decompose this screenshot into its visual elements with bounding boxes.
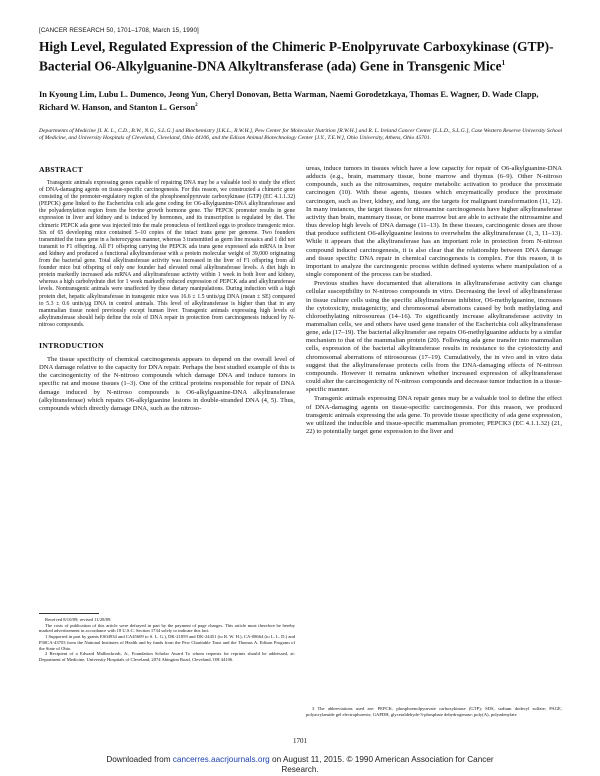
received-date: Received 8/10/89; revised 11/28/89. — [45, 617, 112, 622]
download-line-2: Research. — [281, 765, 319, 774]
introduction-paragraph: The tissue specificity of chemical carcinogenesis appears to depend on the overall level of DNA damage relative to the capacity for DNA repair. Perhaps the best studied example of this is the carcinogenicity of the N-nitroso compounds which damage DNA and induce tumors in specific rat and mouse tissues (1–3). One of the critical proteins responsible for repair of DNA damage induced by N-nitroso compounds is O6-alkylguanine-DNA alkyltransferase (alkyltransferase) which repairs O6-alkylguanine lesions in double-stranded DNA (4, 5). Thus, compounds which directly damage DNA, such as the nitroso- — [39, 355, 295, 412]
introduction-heading: INTRODUCTION — [39, 340, 104, 350]
page-number: 1701 — [293, 737, 307, 745]
body-paragraph: ureas, induce tumors in tissues which have a low capacity for repair of O6-alkylguanine-DNA adducts (e.g., brain, mammary tissue, bone marrow and thymus (6–9). Other N-nitroso compounds, such as the nitrosamines, require metabolic activation to produce the proximate carcinogen (10). With these agents, tissues which enzymatically produce the proximate carcinogen, such as liver, kidney, and lung, are the targets for malignant transformation (11, 12). In many instances, the target tissues for nitrosamine carcinogenesis have higher alkyltransferase activity than brain, mammary tissue, or bone marrow but are able to activate the nitrosamine and thus develop high levels of DNA damage (11–13). In these tissues, carcinogenic doses are those that produce sufficient O6-alkylguanine lesions to overwhelm the alkyltransferase (1, 3, 11–13). While it appears that the alkyltransferase has an important role in protection from N-nitroso compound induced carcinogenesis, it is also clear that the relationship between DNA damage and tissue specific DNA repair in chemical carcinogenesis is complex. For this reason, it is important to analyze the carcinogenic process within defined systems where manipulation of a single component of the process can be studied. — [306, 165, 562, 279]
download-notice — [0, 755, 600, 775]
author-footnote-marker: 2 — [195, 103, 198, 108]
paper-title-text: High Level, Regulated Expression of the Chimeric P-Enolpyruvate Carboxykinase (GTP)-Bacterial O6-Alkylguanine-DNA Alkyltransferase (ada) Gene in Transgenic Mice — [39, 39, 554, 74]
right-column — [306, 165, 562, 437]
download-prefix: Downloaded from — [106, 755, 173, 764]
left-column — [39, 165, 295, 414]
author-affiliations: Departments of Medicine [I. K. L., C.D., B.W., N.G., S.L.G.] and Biochemistry [I.K.L., R.W.H.], Pew Center for Molecular Nutrition [R.W.H.] and R. L. Ireland Cancer Center [L.L.D., S.L.G.], Case Western Reserve University School of Medicine, and University Hospitals of Cleveland, Cleveland, Ohio 44106, and the Edison Animal Biotechnology Center [J.Y., T.E.W.], Ohio University, Athens, Ohio 45701. — [39, 128, 563, 142]
author-list — [39, 89, 567, 113]
journal-citation: [CANCER RESEARCH 50, 1701–1708, March 15, 1990] — [39, 27, 199, 34]
abbreviations-note: 3 The abbreviations used are: PEPCK, phosphoenolpyruvate carboxykinase (GTP); SDS, sodium dodecyl sulfate; PAGE, polyacrylamide gel electrophoresis; GAPDH, glyceraldehyde-3-phosphate dehydrogenase; poly(A), polyadenylate — [306, 706, 562, 717]
footnote-2: 2 Recipient of a Edward Mallinckrodt, Jr., Foundation Scholar Award To whom requests for reprints should be addressed, at: Department of Medicine, University Hospitals of Cleveland, 2074 Abington Road, Cleveland, OH 44106. — [39, 651, 295, 662]
title-footnote-marker: 1 — [501, 59, 506, 67]
abstract-heading: ABSTRACT — [39, 165, 84, 174]
footnote-3 — [306, 706, 562, 717]
body-paragraph: Transgenic animals expressing DNA repair genes may be a valuable tool to define the effect of DNA-damaging agents on tissue-specific carcinogenesis. For this reason, we produced transgenic animals expressing the ada gene. To provide tissue specificity of ada gene expression, we utilized the inducible and tissue-specific mammalian promoter, PEPCK3 (EC 4.1.1.32) (21, 22) to potentially target gene expression to the liver and — [306, 395, 562, 435]
paper-title — [39, 38, 567, 74]
footnotes-left — [39, 617, 295, 663]
download-suffix: on August 11, 2015. © 1990 American Association for Cancer — [269, 755, 494, 764]
body-paragraph: Previous studies have documented that alterations in alkyltransferase activity can change cellular susceptibility to N-nitroso compounds in vitro. Decreasing the level of alkyltransferase in tissue culture cells using the specific alkyltransferase inhibitor, O6-methylguanine, increases the cytotoxicity, mutagenicity, and chromosomal aberrations caused by both methylating and chloroethylating nitrosoureas (14–16). To significantly increase alkyltransferase activity in mammalian cells, we and others have used gene transfer of the Escherichia coli alkyltransferase gene, ada (17–19). The bacterial alkyltransfer ase repairs O6-methylguanine adducts by a similar mechanism to that of the mammalian protein (20). Following ada gene transfer into mammalian cells, expression of the bacterial alkyltransferase results in resistance to the cytotoxicity and chromosomal aberrations of nitrosoureas (17–19). Cumulatively, the in vivo and in vitro data suggest that the alkyltransferase protects cells from the DNA-damaging effects of N-nitroso compounds. However it remains unknown whether increased expression of alkyltransferase could alter the carcinogenicity of N-nitroso compounds and decrease tumor induction in a tissue-specific manner. — [306, 280, 562, 394]
journal-link[interactable]: cancerres.aacrjournals.org — [172, 755, 270, 764]
footnote-divider — [39, 613, 99, 614]
author-names: In Kyoung Lim, Lubu L. Dumenco, Jeong Yun, Cheryl Donovan, Betta Warman, Naemi Gorodetzkaya, Thomas E. Wagner, D. Wade Clapp, Richard W. Hanson, and Stanton L. Gerson — [39, 90, 539, 112]
abstract-text: Transgenic animals expressing genes capable of repairing DNA may be a valuable tool to study the effect of DNA-damaging agents on tissue-specific carcinogenesis. For this reason, we constructed a chimeric gene consisting of the promoter-regulatory region of the phosphoenolpyruvate carboxykinase (GTP) (EC 4.1.1.32) (PEPCK) gene linked to the Escherichia coli ada gene coding for O6-alkylguanine-DNA alkyltransferase and the polyadenylation region from the bovine growth hormone gene. The PEPCK promoter results in gene expression in liver and kidney and is induced by hormones, and its transcription is regulated by diet. The chimeric PEPCK ada gene was injected into the male pronucleus of fertilized eggs to produce transgenic mice. Six of 65 developing mice contained 5–10 copies of the intact trans gene per genome. Two founders transmitted the trans gene in a heterozygous manner, whereas 3 transmitted as germ line mosaics and 1 did not transmit to F1 offspring. All F1 offspring carrying the PEPCK ada trans gene expressed ada mRNA in liver and kidney and produced a functional alkyltransferase with a protein molecular weight of 39,000 originating from the bacterial gene. Total alkyltransferase activity was increased in the liver of F1 offspring from all founder mice but offspring of only one founder had elevated renal alkyltransferase levels. A diet high in protein markedly increased ada mRNA and alkyltransferase activity within 1 week in both liver and kidney, whereas a high carbohydrate diet for 1 week markedly reduced expression of PEPCK ada and alkyltransferase levels. Nontransgenic animals were unaffected by these dietary manipulations. During induction with a high protein diet, hepatic alkyltransferase in transgenic mice was 16.6 ± 1.5 units/µg DNA (mean ± SE) compared to 5.3 ± 0.6 units/µg DNA in control animals. This level of alkyltransferase is higher than that in any mammalian tissue noted previously except human liver. Transgenic animals expressing high levels of alkyltransferase should help define the role of DNA repair in protection from carcinogenesis induced by N-nitroso compounds. — [39, 180, 295, 328]
footnote-1: 1 Supported in part by grants ES04934 and CA45609 to S. L. G.), DK-21859 and DK-24451 (to R. W. H.), CA-08664 (to L. L. D.) and P30CA-43703 from the National Institutes of Health and by funds from the Pew Charitable Trust and the Thomas A. Edison Program of the State of Ohio. — [39, 634, 295, 651]
publication-costs-note: The costs of publication of this article were defrayed in part by the payment of page charges. This article must therefore be hereby marked advertisement in accordance with 18 U.S.C. Section 1734 solely to indicate this fact. — [39, 622, 295, 634]
